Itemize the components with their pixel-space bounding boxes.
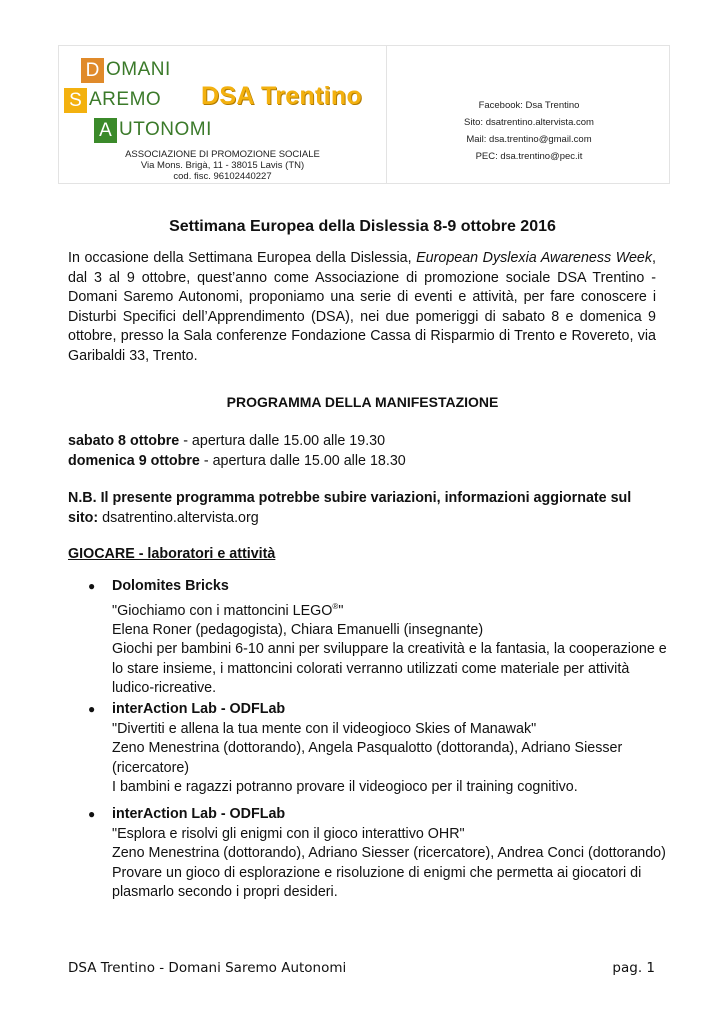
- association-name: ASSOCIAZIONE DI PROMOZIONE SOCIALE: [125, 149, 320, 160]
- item-description: I bambini e ragazzi potranno provare il videogioco per il training cognitivo.: [112, 779, 578, 795]
- list-item-body: [112, 805, 668, 903]
- intro-text-end: , dal 3 al 9 ottobre, quest’anno come Associazione di promozione sociale DSA Trentino - Domani Saremo Autonomi, proponiamo una serie di eventi e attività, per fare conoscere i Disturbi Specifici dell’Apprendimento (DSA), nei due pomeriggi di sabato 8 e domenica 9 ottobre, presso la Sala conferenze Fondazione Cassa di Risparmio di Trento e Rovereto, via Garibaldi 33, Trento.: [68, 250, 656, 364]
- header-table: [58, 45, 670, 184]
- giocare-heading: GIOCARE - laboratori e attività: [68, 546, 276, 562]
- item-subtitle: "Divertiti e allena la tua mente con il videogioco Skies of Manawak": [112, 720, 537, 737]
- schedule-day: sabato 8 ottobre: [68, 433, 180, 449]
- header-divider: [386, 46, 387, 183]
- schedule-day: domenica 9 ottobre: [68, 453, 200, 469]
- intro-italic-event: European Dyslexia Awareness Week: [416, 250, 653, 266]
- item-title: interAction Lab - ODFLab: [112, 806, 286, 822]
- list-item-body: [112, 577, 668, 699]
- item-subtitle-text: "Giochiamo con i mattoncini LEGO: [112, 602, 333, 619]
- schedule-hours: - apertura dalle 15.00 alle 19.30: [179, 433, 386, 449]
- item-people: Zeno Menestrina (dottorando), Adriano Siesser (ricercatore), Andrea Conci (dottorando): [112, 845, 666, 861]
- bullet-icon: ●: [88, 702, 96, 716]
- logo-word-domani: OMANI: [106, 59, 171, 80]
- nb-bold-text: N.B. Il presente programma potrebbe subire variazioni, informazioni aggiornate sul sito:: [68, 490, 632, 526]
- item-description: Provare un gioco di esplorazione e risoluzione di enigmi che permetta ai giocatori di plasmarlo secondo i propri desideri.: [112, 864, 642, 900]
- item-people: Elena Roner (pedagogista), Chiara Emanuelli (insegnante): [112, 621, 484, 638]
- item-subtitle: [112, 597, 668, 621]
- intro-text-start: In occasione della Settimana Europea della Dislessia,: [68, 250, 417, 266]
- intro-paragraph: [68, 249, 656, 367]
- list-item: [88, 805, 668, 925]
- registered-mark: ®: [332, 601, 339, 611]
- item-subtitle: "Esplora e risolvi gli enigmi con il gioco interattivo OHR": [112, 825, 465, 842]
- contact-site: Sito: dsatrentino.altervista.com: [464, 117, 594, 128]
- nb-site-link[interactable]: dsatrentino.altervista.org: [98, 510, 259, 526]
- dsa-trentino-title: DSA Trentino: [201, 82, 363, 110]
- logo-letter-s: S: [64, 88, 87, 113]
- logo: [59, 46, 386, 183]
- logo-word-autonomi: UTONOMI: [119, 119, 212, 140]
- schedule-saturday: [68, 431, 385, 451]
- list-item-body: [112, 700, 668, 798]
- contact-pec: PEC: dsa.trentino@pec.it: [475, 151, 583, 162]
- item-subtitle-end: ": [338, 602, 344, 619]
- list-item: [88, 577, 668, 697]
- contact-facebook: Facebook: Dsa Trentino: [478, 100, 580, 111]
- contact-mail: Mail: dsa.trentino@gmail.com: [466, 134, 592, 145]
- association-address: Via Mons. Brigà, 11 - 38015 Lavis (TN): [140, 160, 305, 171]
- footer-org-name: DSA Trentino - Domani Saremo Autonomi: [68, 960, 347, 976]
- page-title: Settimana Europea della Dislessia 8-9 ottobre 2016: [169, 218, 556, 235]
- schedule-sunday: [68, 451, 406, 471]
- logo-letter-a: A: [94, 118, 117, 143]
- item-title: Dolomites Bricks: [112, 578, 229, 594]
- item-title: interAction Lab - ODFLab: [112, 701, 286, 717]
- schedule-hours: - apertura dalle 15.00 alle 18.30: [199, 453, 406, 469]
- association-fiscal-code: cod. fisc. 96102440227: [173, 171, 272, 182]
- bullet-icon: ●: [88, 807, 96, 821]
- bullet-icon: ●: [88, 579, 96, 593]
- footer-page-number: pag. 1: [612, 960, 655, 976]
- nb-note: [68, 488, 658, 528]
- list-item: [88, 700, 668, 800]
- logo-word-saremo: AREMO: [89, 89, 162, 110]
- programma-title: PROGRAMMA DELLA MANIFESTAZIONE: [226, 394, 499, 410]
- logo-letter-d: D: [81, 58, 104, 83]
- item-description: Giochi per bambini 6-10 anni per sviluppare la creatività e la fantasia, la cooperazione e lo stare insieme, i mattoncini colorati verranno utilizzati come materiale per attività ludico-ricreative.: [112, 641, 667, 697]
- item-people: Zeno Menestrina (dottorando), Angela Pasqualotto (dottoranda), Adriano Siesser (ricercatore): [112, 740, 623, 776]
